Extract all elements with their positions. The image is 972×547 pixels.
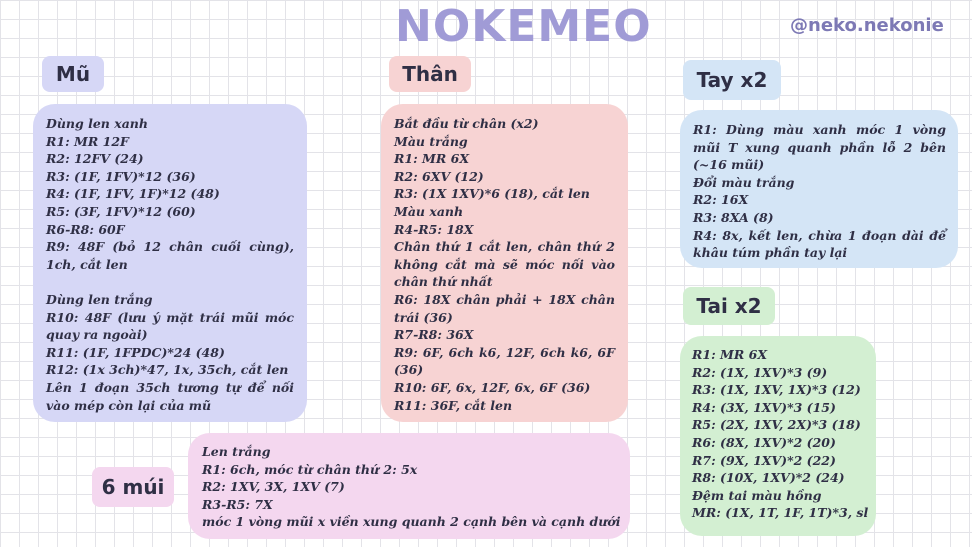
- instruction-line: R9: 48F (bỏ 12 chân cuối cùng), 1ch, cắt len: [46, 239, 294, 272]
- instruction-line: Bắt đầu từ chân (x2): [394, 116, 539, 131]
- instruction-line: R1: MR 6X: [394, 151, 470, 167]
- instruction-line: R11: (1F, 1FPDC)*24 (48): [46, 344, 225, 360]
- section-box-mu: [33, 104, 307, 422]
- instruction-line: móc 1 vòng mũi x viền xung quanh 2 cạnh bên và cạnh dưới: [202, 514, 621, 530]
- section-box-tay: [680, 110, 958, 268]
- instruction-line: R10: 48F (lưu ý mặt trái mũi móc quay ra ngoài): [46, 309, 294, 343]
- instruction-line: R6-R8: 60F: [46, 221, 125, 237]
- author-handle: @neko.nekonie: [790, 15, 944, 36]
- instruction-line: R3: 8XA (8): [693, 209, 774, 225]
- instruction-line: Dùng len trắng: [46, 291, 153, 307]
- instruction-line: Màu xanh: [394, 203, 464, 219]
- section-label-tay: Tay x2: [683, 60, 781, 100]
- instruction-line: R2: 1XV, 3X, 1XV (7): [202, 479, 345, 495]
- instruction-line: R6: (8X, 1XV)*2 (20): [692, 434, 836, 450]
- instruction-line: R1: MR 6X: [692, 347, 768, 362]
- pattern-title: NOKEMEO: [395, 1, 652, 52]
- section-box-6-mui: [188, 433, 630, 539]
- section-label-tai: Tai x2: [683, 287, 775, 325]
- instruction-line: R2: 16X: [693, 192, 749, 208]
- instruction-line: R4: 8x, kết len, chừa 1 đoạn dài để khâu túm phần tay lại: [693, 227, 946, 261]
- instruction-line: R7-R8: 36X: [394, 327, 474, 343]
- instruction-line: Len trắng: [202, 444, 271, 459]
- instruction-line: R3: (1X, 1XV, 1X)*3 (12): [692, 382, 861, 398]
- instruction-line: R12: (1x 3ch)*47, 1x, 35ch, cắt len: [46, 362, 289, 378]
- instruction-line: MR: (1X, 1T, 1F, 1T)*3, sl: [692, 505, 869, 521]
- instruction-line: R7: (9X, 1XV)*2 (22): [692, 452, 836, 468]
- section-label-6-mui: 6 múi: [92, 467, 174, 507]
- instruction-line: R5: (2X, 1XV, 2X)*3 (18): [692, 417, 861, 433]
- instruction-line: R3: (1X 1XV)*6 (18), cắt len: [394, 186, 590, 202]
- instruction-line: Dùng len xanh: [46, 116, 148, 131]
- instruction-line: Đệm tai màu hồng: [692, 487, 822, 503]
- section-box-tai: [680, 336, 876, 536]
- section-label-mu: Mũ: [42, 56, 104, 92]
- section-box-than: [381, 104, 628, 422]
- instruction-line: R5: (3F, 1FV)*12 (60): [46, 203, 196, 219]
- instruction-line: R10: 6F, 6x, 12F, 6x, 6F (36): [394, 379, 591, 395]
- instruction-line: R2: (1X, 1XV)*3 (9): [692, 364, 828, 380]
- instruction-line: R1: MR 12F: [46, 133, 129, 149]
- line-spacer: [46, 273, 294, 291]
- instruction-line: R4: (1F, 1FV, 1F)*12 (48): [46, 186, 220, 202]
- instruction-line: R8: (10X, 1XV)*2 (24): [692, 470, 845, 486]
- instruction-line: R4: (3X, 1XV)*3 (15): [692, 399, 836, 415]
- instruction-line: R6: 18X chân phải + 18X chân trái (36): [394, 291, 615, 325]
- instruction-line: Màu trắng: [394, 133, 468, 149]
- instruction-line: R2: 12FV (24): [46, 151, 144, 167]
- instruction-line: Lên 1 đoạn 35ch tương tự để nối vào mép còn lại của mũ: [46, 379, 294, 413]
- section-label-than: Thân: [389, 56, 471, 92]
- instruction-line: R1: Dùng màu xanh móc 1 vòng mũi T xung quanh phần lỗ 2 bên (~16 mũi): [693, 122, 946, 173]
- instruction-line: R2: 6XV (12): [394, 168, 484, 184]
- instruction-line: Chân thứ 1 cắt len, chân thứ 2 không cắt mà sẽ móc nối vào chân thứ nhất: [394, 239, 615, 290]
- instruction-line: R1: 6ch, móc từ chân thứ 2: 5x: [202, 461, 418, 477]
- instruction-line: R4-R5: 18X: [394, 221, 474, 237]
- instruction-line: R9: 6F, 6ch k6, 12F, 6ch k6, 6F (36): [394, 344, 615, 378]
- instruction-line: R3: (1F, 1FV)*12 (36): [46, 168, 196, 184]
- instruction-line: Đổi màu trắng: [693, 174, 795, 190]
- instruction-line: R3-R5: 7X: [202, 496, 273, 512]
- instruction-line: R11: 36F, cắt len: [394, 397, 513, 413]
